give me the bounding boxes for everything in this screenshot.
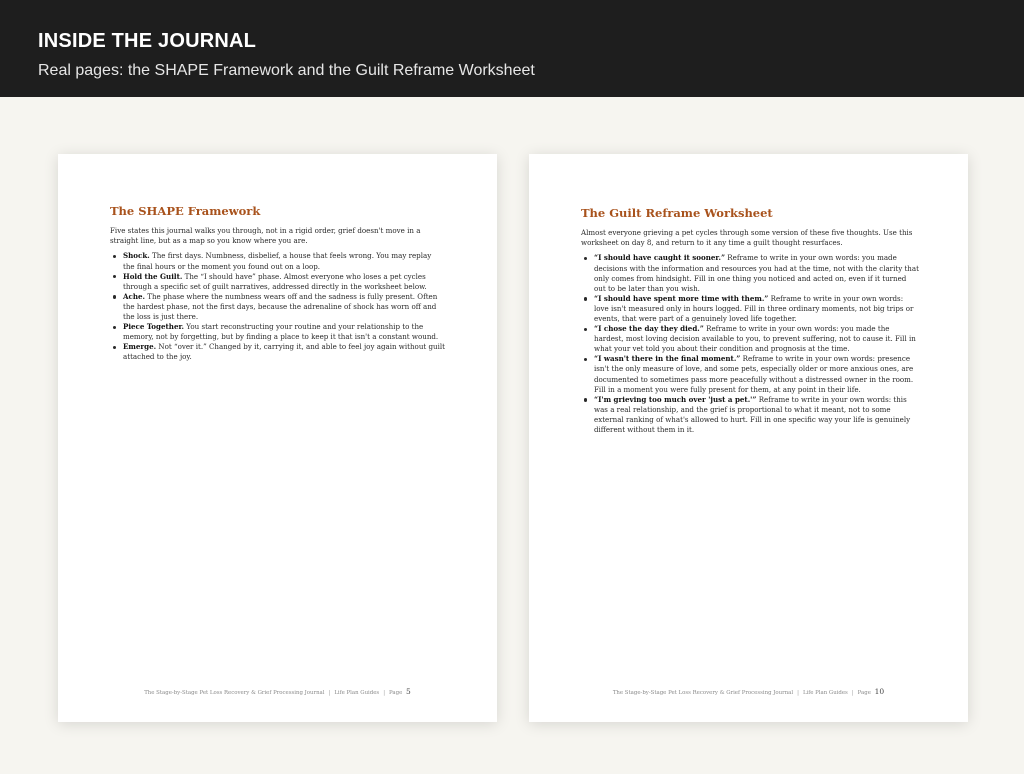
item-term: “I should have spent more time with them.” <box>594 293 769 303</box>
list-item <box>123 292 445 322</box>
footer-book-title: The Stage-by-Stage Pet Loss Recovery & Grief Processing Journal <box>144 690 325 696</box>
header-banner <box>0 0 1024 97</box>
journal-page-shape-framework <box>58 154 497 722</box>
item-term: Shock. <box>123 251 150 261</box>
footer-separator: | <box>797 690 799 696</box>
footer-separator: | <box>851 690 854 696</box>
footer-separator: | <box>383 690 386 696</box>
footer-book-title: The Stage-by-Stage Pet Loss Recovery & Grief Processing Journal <box>612 690 794 696</box>
item-text: Reframe to write in your own words: you made decisions with the information and resources you had at the time, not with the clarity that only comes from hindsight. Fill in one thing you noticed and acted on, even if it turned out to be later than you wish. <box>594 253 919 293</box>
list-item <box>594 253 920 293</box>
page-intro: Five states this journal walks you through, not in a rigid order, grief doesn't move in a straight line, but as a map so you know where you are. <box>110 226 421 246</box>
page-content <box>581 206 920 435</box>
footer-brand: Life Plan Guides <box>334 690 380 696</box>
page-footer <box>58 687 497 696</box>
item-text: The phase where the numbness wears off and the sadness is fully present. Often the hardest phase, not the first days, because the adrenaline of shock has worn off and the loss is just there. <box>123 291 438 321</box>
item-text: Reframe to write in your own words: love isn't measured only in hours logged. Fill in three ordinary moments, not big trips or events, that were part of a genuinely loved life together. <box>594 293 914 323</box>
page-footer <box>529 687 968 696</box>
item-term: “I should have caught it sooner.” <box>594 253 726 263</box>
footer-separator: | <box>328 690 331 696</box>
item-text: Reframe to write in your own words: you made the hardest, most loving decision available to you, to prevent suffering, not to cause it. Fill in what your vet told you about their condition and prognosis at the time. <box>594 324 916 354</box>
guilt-thought-list <box>581 253 920 435</box>
item-text: The “I should have” phase. Almost everyone who loses a pet cycles through a specific set of guilt narratives, addressed directly in the worksheet below. <box>123 271 427 291</box>
journal-page-guilt-worksheet <box>529 154 968 722</box>
item-text: Reframe to write in your own words: this was a real relationship, and the grief is proportional to what it meant, not to some external ranking of what's allowed to hurt. Fill in one specific way your life is genuinely different without them in it. <box>594 394 911 434</box>
item-term: “I chose the day they died.” <box>594 324 704 334</box>
page-title: The SHAPE Framework <box>110 204 261 218</box>
list-item <box>594 354 920 394</box>
item-term: Ache. <box>123 291 145 301</box>
item-term: Piece Together. <box>123 322 185 332</box>
page-content <box>110 204 445 362</box>
item-text: The first days. Numbness, disbelief, a house that feels wrong. You may replay the final hours or the moment you found out on a loop. <box>123 251 432 271</box>
page-title: The Guilt Reframe Worksheet <box>581 206 773 220</box>
shape-list <box>110 251 445 362</box>
item-text: Reframe to write in your own words: presence isn't the only measure of love, and some pets, especially older or more anxious ones, are documented to sometimes pass more peacefully without a distressed owner in the room. Fill in a moment you were fully present for them, at any point in their life. <box>594 354 914 394</box>
header-title: INSIDE THE JOURNAL <box>38 30 257 52</box>
footer-page-label: Page <box>389 690 403 696</box>
item-term: Hold the Guilt. <box>123 271 183 281</box>
page-intro: Almost everyone grieving a pet cycles through some version of these five thoughts. Use this worksheet on day 8, and return to it any time a guilt thought resurfaces. <box>581 228 913 248</box>
item-term: Emerge. <box>123 342 157 352</box>
footer-page-label: Page <box>857 690 871 696</box>
item-term: “I'm grieving too much over 'just a pet.'” <box>594 394 757 404</box>
list-item <box>594 395 920 435</box>
list-item <box>594 324 920 354</box>
item-text: Not “over it.” Changed by it, carrying it, and able to feel joy again without guilt attached to the joy. <box>123 342 446 362</box>
list-item <box>123 251 445 271</box>
list-item <box>123 272 445 292</box>
list-item <box>123 342 445 362</box>
item-term: “I wasn't there in the final moment.” <box>594 354 741 364</box>
item-text: You start reconstructing your routine and your relationship to the memory, not by forgetting, but by finding a place to keep it that isn't a constant wound. <box>123 322 439 342</box>
footer-page-number: 5 <box>406 687 411 696</box>
footer-page-number: 10 <box>874 687 885 696</box>
header-subtitle: Real pages: the SHAPE Framework and the Guilt Reframe Worksheet <box>38 62 535 79</box>
footer-brand: Life Plan Guides <box>802 690 848 696</box>
list-item <box>594 294 920 324</box>
list-item <box>123 322 445 342</box>
